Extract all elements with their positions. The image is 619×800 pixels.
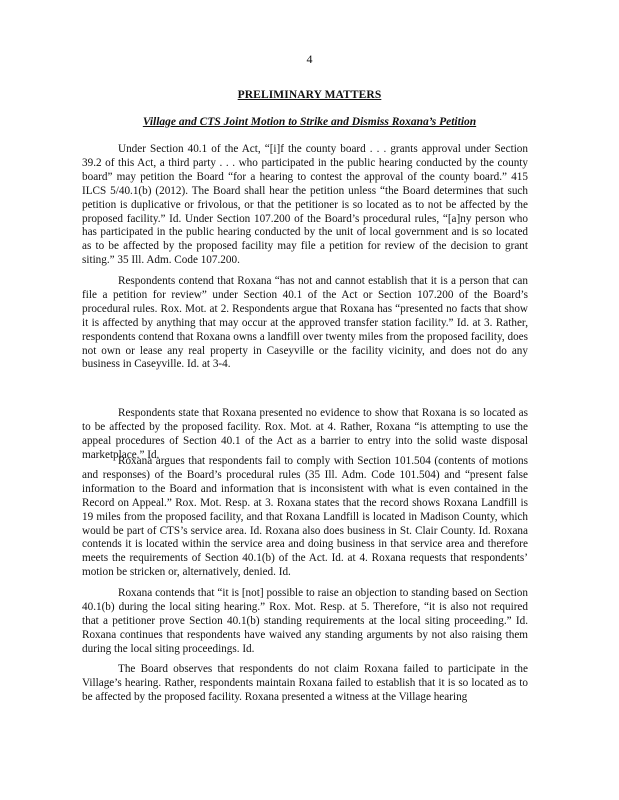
paragraph-respondents-contend: Respondents contend that Roxana “has not and cannot establish that it is a person that can file a petition for review” under Section 40.1 of the Act or Section 107.200 of the Board’s procedural rules. Rox. Mot. at 2. Respondents argue that Roxana has “presented no facts that show it is affected by anything that may occur at the approved transfer station facility.” Id. at 3. Rather, respondents contend that Roxana owns a landfill over twenty miles from the proposed facility, does not own or lease any real property in Caseyville or the facility vicinity, and does not do any business in Caseyville. Id. at 3-4. xyxy=(82,275,528,371)
paragraph-board-observes: The Board observes that respondents do not claim Roxana failed to participate in the Village’s hearing. Rather, respondents maintain Roxana failed to establish that it is so located as to be affected by the proposed facility. Roxana presented a witness at the Village hearing xyxy=(82,663,528,703)
paragraph-roxana-argues: Roxana argues that respondents fail to comply with Section 101.504 (contents of motions and responses) of the Board’s procedural rules (35 Ill. Adm. Code 101.504) and “present false information to the Board and information that is inconsistent with what is even contained in the Record on Appeal.” Rox. Mot. Resp. at 3. Roxana states that the record shows Roxana Landfill is 19 miles from the proposed facility, and that Roxana Landfill is located in Madison County, which would be part of CTS’s service area. Id. Roxana also does business in St. Clair County. Id. Roxana contends it is located within the service area and doing business in that service area and therefore meets the requirements of Section 40.1(b) of the Act. Id. at 4. Roxana requests that respondents’ motion be stricken or, alternatively, denied. Id. xyxy=(82,455,528,579)
section-heading: PRELIMINARY MATTERS xyxy=(237,89,382,101)
paragraph-respondents-state: Respondents state that Roxana presented no evidence to show that Roxana is so located as to be affected by the proposed facility. Rox. Mot. at 4. Rather, Roxana “is attempting to use the appeal procedures of Section 40.1 of the Act as a barrier to entry into the solid waste disposal marketplace.” Id. xyxy=(82,407,528,461)
page-number: 4 xyxy=(306,52,313,66)
paragraph-roxana-contends: Roxana contends that “it is [not] possible to raise an objection to standing based on Section 40.1(b) during the local siting hearing.” Rox. Mot. Resp. at 5. Therefore, “it is also not required that a petitioner prove Section 40.1(b) standing requirements at the local siting proceeding.” Id. Roxana continues that respondents have waived any standing arguments by not also raising them during the local siting proceedings. Id. xyxy=(82,587,528,655)
sub-heading: Village and CTS Joint Motion to Strike and Dismiss Roxana’s Petition xyxy=(142,116,477,128)
paragraph-section-40-1: Under Section 40.1 of the Act, “[i]f the county board . . . grants approval under Section 39.2 of this Act, a third party . . . who participated in the public hearing conducted by the county board” may petition the Board “for a hearing to contest the approval of the county board.” 415 ILCS 5/40.1(b) (2012). The Board shall hear the petition unless “the Board determines that such petition is duplicative or frivolous, or that the petitioner is so located as to not be affected by the proposed facility.” Id. Under Section 107.200 of the Board’s procedural rules, “[a]ny person who has participated in the public hearing conducted by the unit of local government and is so located as to be affected by the proposed facility may file a petition for review of the decision to grant siting.” 35 Ill. Adm. Code 107.200. xyxy=(82,143,528,267)
